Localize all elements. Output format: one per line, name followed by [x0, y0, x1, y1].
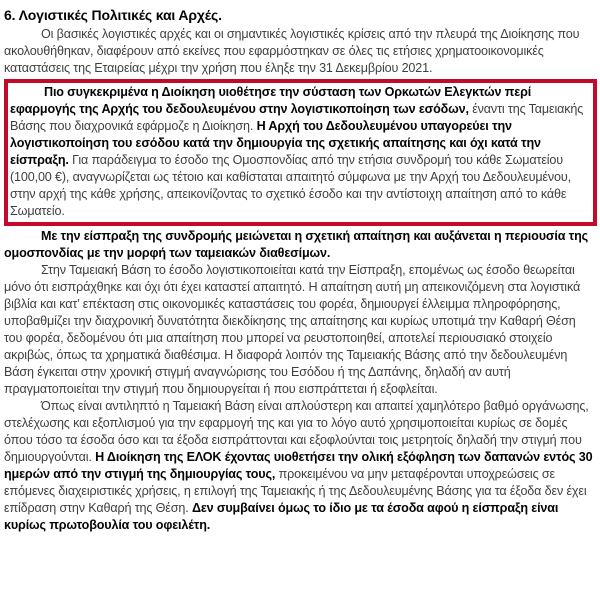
text-run: Για παράδειγμα το έσοδο της Ομοσπονδίας από την ετήσια συνδρομή του κάθε Σωματείου (100,00 €), αναγνωρίζεται ως τέτοιο και καθίσταται απαιτητό σύμφωνα με την Αρχή του Δεδουλευμένου, στην αρχή της κάθε χρήσης, απεικονίζοντας το σχετικό έσοδο και την αντίστοιχη απαίτηση από το κάθε Σωματείο.	[10, 153, 571, 218]
accrual-principle-highlighted-paragraph	[10, 84, 591, 220]
bold-text-run: Η Διοίκηση της ΕΛΟΚ έχοντας υιοθετήσει την ολική εξόφληση των δαπανών εντός 30 ημερών από την στιγμή της δημιουργίας τους,	[4, 450, 593, 481]
bold-text-run: Πιο συγκεκριμένα η Διοίκηση υιοθέτησε την σύσταση των Ορκωτών Ελεγκτών περί εφαρμογής της Αρχής του δεδουλευμένου στην λογιστικοποίηση των εσόδων,	[10, 85, 532, 116]
cash-basis-paragraph	[4, 262, 597, 398]
section-heading: 6. Λογιστικές Πολιτικές και Αρχές.	[4, 7, 222, 23]
text-run: Όπως είναι αντιληπτό η Ταμειακή Βάση είναι απλούστερη και απαιτεί χαμηλότερο βαθμό οργάνωσης, στελέχωσης και εξοπλισμού για την εφαρμογή της και για το λόγο αυτό χρησιμοποιείται κυρίως σε δομές όπου τόσο τα έσοδα όσο και τα έξοδα εισπράττονται και εξοφλούνται τοις μετρητοίς δηλαδή την στιγμή που δημιουργούνται.	[4, 399, 589, 464]
text-run: Οι βασικές λογιστικές αρχές και οι σημαντικές λογιστικές κρίσεις από την πλευρά της Διοίκησης που ακολουθήθηκαν, διαφέρουν από εκείνες που εφαρμόστηκαν σε όλες τις ετήσιες χρηματοοικονομικές καταστάσεις της Εταιρείας μέχρι την χρήση που έληξε την 31 Δεκεμβρίου 2021.	[4, 27, 580, 75]
text-run: προκειμένου να μην μεταφέρονται υποχρεώσεις σε επόμενες διαχειριστικές χρήσεις, η επιλογή της Ταμειακής ή της Δεδουλευμένης Βάσης για τα έξοδα δεν έχει επίδραση στην Καθαρή της Θέση.	[4, 467, 587, 515]
text-run: Στην Ταμειακή Βάση το έσοδο λογιστικοποιείται κατά την Είσπραξη, επομένως ως έσοδο θεωρείται μόνο ότι εισπράχθηκε και όχι ότι έχει καταστεί απαιτητό. Η απαίτηση αυτή μη απεικονιζόμενη στα λογιστικά βιβλία και κατ’ επέκταση στις οικονομικές καταστάσεις του φορέα, δημιουργεί έλλειμμα πληροφόρησης, υποβαθμίζει την διαχρονική δυνατότητα διεκδίκησης της απαίτησης και κυρίως υποτιμά την Καθαρή Θέση του φορέα, δεδομένου ότι μια απαίτηση που μπορεί να ρευστοποιηθεί, αποτελεί περιουσιακό στοιχείο ακριβώς, όπως τα χρηματικά διαθέσιμα. Η διαφορά λοιπόν της Ταμειακής Βάσης από την δεδουλευμένη Βάση έγκειται στην χρονική στιγμή αναγνώρισης του Εσόδου ή της Δαπάνης, δηλαδή αν αυτή πραγματοποιείται την στιγμή που δημιουργείται ή που εισπράττεται ή εξοφλείται.	[4, 263, 581, 396]
intro-paragraph	[4, 26, 597, 77]
bold-text-run: Δεν συμβαίνει όμως το ίδιο με τα έσοδα αφού η είσπραξη είναι κυρίως πρωτοβουλία του οφειλέτη.	[4, 501, 559, 532]
conclusion-paragraph	[4, 398, 597, 534]
bold-text-run: Η Αρχή του Δεδουλευμένου υπαγορεύει την λογιστικοποίηση του εσόδου κατά την δημιουργία της σχετικής απαίτησης και όχι κατά την είσπραξη.	[10, 119, 541, 167]
text-run: έναντι της Ταμειακής Βάσης που διαχρονικά εφάρμοζε η Διοίκηση.	[10, 102, 584, 133]
document-body	[4, 26, 597, 534]
bold-text-run: Με την είσπραξη της συνδρομής μειώνεται η σχετική απαίτηση και αυξάνεται η περιουσία της ομοσπονδίας με την μορφή των ταμειακών διαθεσίμων.	[4, 229, 589, 260]
collection-effect-paragraph	[4, 228, 597, 262]
highlight-box	[4, 79, 597, 226]
